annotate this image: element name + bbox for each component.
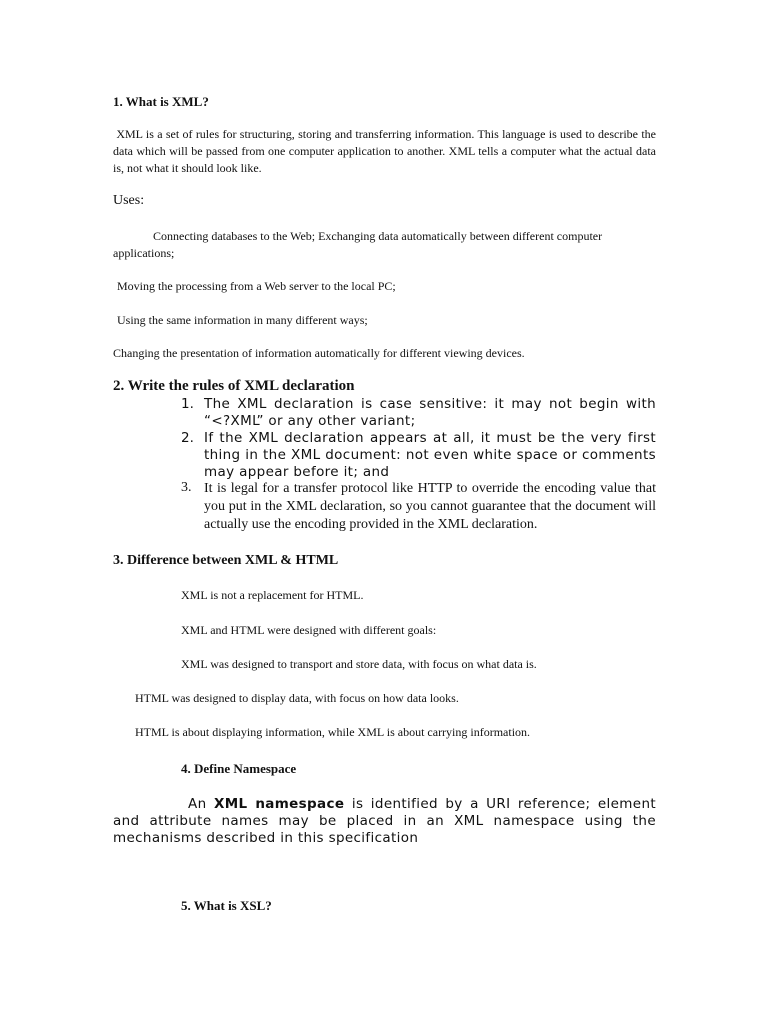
uses-item: Changing the presentation of information automatically for different viewing devices. (113, 346, 525, 360)
rule-item: It is legal for a transfer protocol like HTTP to override the encoding value that you put in the XML declaration, so you cannot guarantee that the document will actually use the encoding provided in the XML declaration. (204, 481, 656, 532)
heading-xml-vs-html: 3. Difference between XML & HTML (113, 553, 339, 568)
difference-line: HTML is about displaying information, while XML is about carrying information. (135, 725, 531, 739)
list-number: 3. (181, 480, 192, 495)
namespace-definition (113, 796, 656, 847)
rule-item: If the XML declaration appears at all, it must be the very first thing in the XML document: not even white space or comments may appear before it; and (204, 430, 656, 480)
uses-item: Moving the processing from a Web server to the local PC; (117, 279, 396, 293)
uses-item: Connecting databases to the Web; Exchanging data automatically between different computer applications; (113, 229, 603, 260)
heading-define-namespace: 4. Define Namespace (181, 761, 297, 776)
difference-line: XML is not a replacement for HTML. (181, 588, 364, 602)
namespace-term: XML namespace (213, 796, 345, 812)
difference-line: XML and HTML were designed with different goals: (181, 623, 437, 637)
difference-line: XML was designed to transport and store data, with focus on what data is. (181, 657, 537, 671)
namespace-def-rest: is identified by a URI reference; element and attribute names may be placed in an XML namespace using the mechanisms described in this specification (113, 796, 656, 846)
difference-line: HTML was designed to display data, with focus on how data looks. (135, 691, 459, 705)
rules-list (0, 396, 768, 536)
list-number: 2. (181, 430, 194, 446)
xml-intro-paragraph: XML is a set of rules for structuring, storing and transferring information. This language is used to describe the data which will be passed from one computer application to another. XML tells a computer what the actual data is, not what it should look like. (113, 127, 659, 175)
rule-item: The XML declaration is case sensitive: it may not begin with “<?XML” or any other variant; (204, 396, 656, 429)
heading-what-is-xml: 1. What is XML? (113, 94, 209, 109)
list-number: 1. (181, 396, 194, 412)
uses-label: Uses: (113, 193, 145, 208)
namespace-def-prefix: An (188, 796, 214, 812)
uses-item: Using the same information in many different ways; (117, 313, 368, 327)
heading-xml-declaration-rules: 2. Write the rules of XML declaration (113, 378, 355, 394)
heading-what-is-xsl: 5. What is XSL? (181, 898, 272, 913)
